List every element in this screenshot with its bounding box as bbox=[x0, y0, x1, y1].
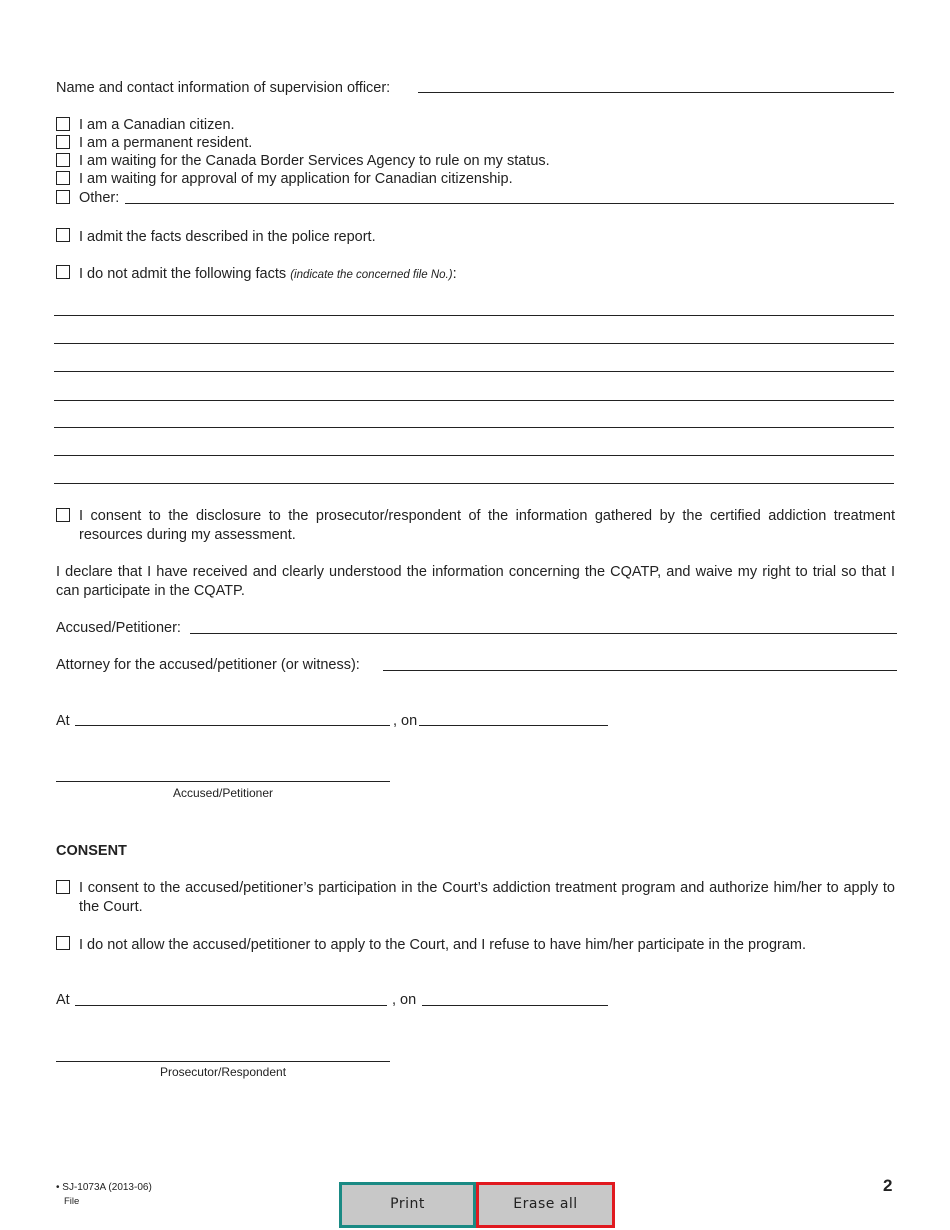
supervision-officer-label: Name and contact information of supervision officer: bbox=[56, 80, 391, 96]
accused-petitioner-field[interactable] bbox=[190, 633, 897, 634]
not-admit-note: (indicate the concerned file No.) bbox=[290, 269, 453, 281]
checkbox-refuse-participation[interactable] bbox=[56, 936, 70, 950]
page-number: 2 bbox=[883, 1176, 893, 1195]
file-label: File bbox=[64, 1196, 80, 1207]
label-cbsa-ruling: I am waiting for the Canada Border Services Agency to rule on my status. bbox=[79, 153, 550, 169]
prosecutor-signature-line[interactable] bbox=[56, 1061, 390, 1062]
checkbox-permanent-resident[interactable] bbox=[56, 135, 70, 149]
label-canadian-citizen: I am a Canadian citizen. bbox=[79, 117, 235, 133]
label-refuse-participation: I do not allow the accused/petitioner to apply to the Court, and I refuse to have him/her participate in the program. bbox=[79, 937, 807, 953]
attorney-field[interactable] bbox=[383, 670, 897, 671]
checkbox-consent-disclosure[interactable] bbox=[56, 508, 70, 522]
label-permanent-resident: I am a permanent resident. bbox=[79, 135, 253, 151]
accused-signature-caption: Accused/Petitioner bbox=[172, 786, 274, 800]
declaration-text: I declare that I have received and clearly understood the information concerning the CQATP, and waive my right to trial so that I can participate in the CQATP. bbox=[56, 564, 895, 599]
facts-line-7[interactable] bbox=[54, 483, 894, 484]
supervision-officer-field[interactable] bbox=[418, 92, 894, 93]
other-field[interactable] bbox=[125, 203, 894, 204]
checkbox-other[interactable] bbox=[56, 190, 70, 204]
checkbox-cbsa-ruling[interactable] bbox=[56, 153, 70, 167]
facts-line-1[interactable] bbox=[54, 315, 894, 316]
erase-all-button[interactable]: Erase all bbox=[476, 1182, 615, 1228]
not-admit-text: I do not admit the following facts bbox=[79, 266, 287, 282]
date-field-1[interactable] bbox=[419, 725, 608, 726]
prosecutor-signature-caption: Prosecutor/Respondent bbox=[159, 1065, 287, 1079]
checkbox-consent-participation[interactable] bbox=[56, 880, 70, 894]
label-consent-participation: I consent to the accused/petitioner’s participation in the Court’s addiction treatment program and authorize him/her to apply to the Court. bbox=[79, 880, 895, 915]
form-code: • SJ-1073A (2013-06) bbox=[56, 1182, 152, 1193]
facts-line-3[interactable] bbox=[54, 371, 894, 372]
facts-line-2[interactable] bbox=[54, 343, 894, 344]
facts-line-6[interactable] bbox=[54, 455, 894, 456]
facts-line-5[interactable] bbox=[54, 427, 894, 428]
place-field-2[interactable] bbox=[75, 1005, 387, 1006]
consent-heading: CONSENT bbox=[56, 843, 127, 859]
label-consent-disclosure: I consent to the disclosure to the prosecutor/respondent of the information gathered by the certified addiction treatment resources during my assessment. bbox=[79, 508, 895, 543]
checkbox-canadian-citizen[interactable] bbox=[56, 117, 70, 131]
checkbox-admit-facts[interactable] bbox=[56, 228, 70, 242]
not-admit-colon: : bbox=[452, 266, 457, 282]
accused-petitioner-label: Accused/Petitioner: bbox=[56, 620, 181, 636]
attorney-label: Attorney for the accused/petitioner (or witness): bbox=[56, 657, 360, 673]
place-field-1[interactable] bbox=[75, 725, 390, 726]
label-citizenship-application: I am waiting for approval of my application for Canadian citizenship. bbox=[79, 171, 513, 187]
on-label-1: , on bbox=[393, 713, 418, 729]
label-not-admit-facts bbox=[79, 265, 457, 284]
checkbox-citizenship-application[interactable] bbox=[56, 171, 70, 185]
at-label-1: At bbox=[56, 713, 70, 729]
date-field-2[interactable] bbox=[422, 1005, 608, 1006]
checkbox-not-admit-facts[interactable] bbox=[56, 265, 70, 279]
facts-line-4[interactable] bbox=[54, 400, 894, 401]
on-label-2: , on bbox=[392, 992, 417, 1008]
at-label-2: At bbox=[56, 992, 70, 1008]
accused-signature-line[interactable] bbox=[56, 781, 390, 782]
label-admit-facts: I admit the facts described in the police report. bbox=[79, 229, 376, 245]
label-other: Other: bbox=[79, 190, 120, 206]
print-button[interactable]: Print bbox=[339, 1182, 476, 1228]
